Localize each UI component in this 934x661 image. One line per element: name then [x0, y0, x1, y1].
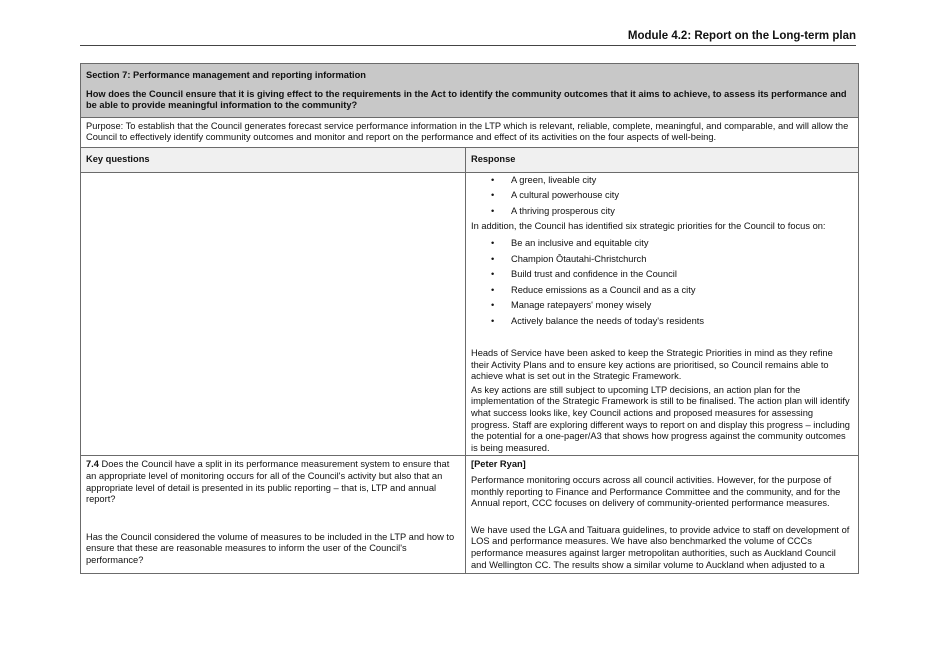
question-number: 7.4 [86, 459, 99, 470]
column-header-row [81, 147, 859, 172]
list-item: • A green, liveable city [471, 173, 853, 189]
priorities-list [471, 236, 853, 329]
outcomes-list [471, 173, 853, 220]
question-cell [81, 456, 466, 574]
question-cell-empty [81, 172, 466, 455]
report-table [80, 63, 859, 574]
question-paragraph: Has the Council considered the volume of measures to be included in the LTP and how to ensure that these are reasonable measures to inform the user of the Council's performance? [86, 531, 455, 565]
priorities-intro: In addition, the Council has identified six strategic priorities for the Council to focus on: [471, 221, 826, 232]
column-header-questions: Key questions [81, 147, 466, 172]
response-paragraph: As key actions are still subject to upcoming LTP decisions, an action plan for the implementation of the Strategic Framework is still to be finalised. The action plan will identify what success looks like, key Council actions and proposed measures for assessing progress. Staff are exploring different ways to report on and display this progress – including the potential for a one-pager/A3 that shows how progress against the community outcomes is being measured. [471, 384, 850, 453]
question-paragraph [86, 459, 460, 505]
list-item: • Actively balance the needs of today's residents [471, 314, 853, 330]
column-header-response: Response [466, 147, 859, 172]
header-rule [80, 45, 856, 46]
response-cell [466, 456, 859, 574]
page-header-title: Module 4.2: Report on the Long-term plan [627, 30, 856, 42]
table-row [81, 172, 859, 455]
list-item: • Manage ratepayers' money wisely [471, 298, 853, 314]
list-item: • Be an inclusive and equitable city [471, 236, 853, 252]
list-item: • A thriving prosperous city [471, 204, 853, 220]
response-paragraph: We have used the LGA and Taituara guidelines, to provide advice to staff on development of LOS and performance measures. We have also benchmarked the volume of CCCs performance measures against larger metropolitan authorities, such as Auckland Council and Wellington CC. The results show a similar volume to Auckland when adjusted to a [471, 524, 850, 570]
response-cell [466, 172, 859, 455]
responder-name: [Peter Ryan] [471, 459, 526, 470]
question-text: Does the Council have a split in its performance measurement system to ensure that an appropriate level of monitoring occurs for all of the Council's activity but also that an appropriate level of detail is presented in its public reporting – that is, LTP and annual report? [86, 459, 450, 505]
list-item: • A cultural powerhouse city [471, 188, 853, 204]
purpose-row [81, 117, 859, 147]
section-row [81, 64, 859, 118]
section-cell [81, 64, 859, 118]
response-paragraph: Performance monitoring occurs across all council activities. However, for the purpose of monthly reporting to Finance and Performance Committee and the community, and for the Annual report, CCC focuses on delivery of community-oriented performance measures. [471, 475, 841, 509]
purpose-text: Purpose: To establish that the Council generates forecast service performance information in the LTP which is relevant, reliable, complete, meaningful, and comparable, and will allow the Council to effectively identify community outcomes and monitor and report on the performance and effect of its activities on the four aspects of well-being. [81, 117, 859, 147]
section-question: How does the Council ensure that it is giving effect to the requirements in the Act to identify the community outcomes that it aims to achieve, to assess its performance and be able to provide meaningful information to the community? [86, 88, 847, 111]
list-item: • Reduce emissions as a Council and as a city [471, 283, 853, 299]
section-title: Section 7: Performance management and reporting information [86, 70, 366, 80]
table-row [81, 456, 859, 574]
list-item: • Champion Ōtautahi-Christchurch [471, 252, 853, 268]
list-item: • Build trust and confidence in the Council [471, 267, 853, 283]
response-paragraph: Heads of Service have been asked to keep the Strategic Priorities in mind as they refine their Activity Plans and to ensure key actions are prioritised, so Council remains able to achieve what is set out in the Strategic Framework. [471, 348, 833, 382]
